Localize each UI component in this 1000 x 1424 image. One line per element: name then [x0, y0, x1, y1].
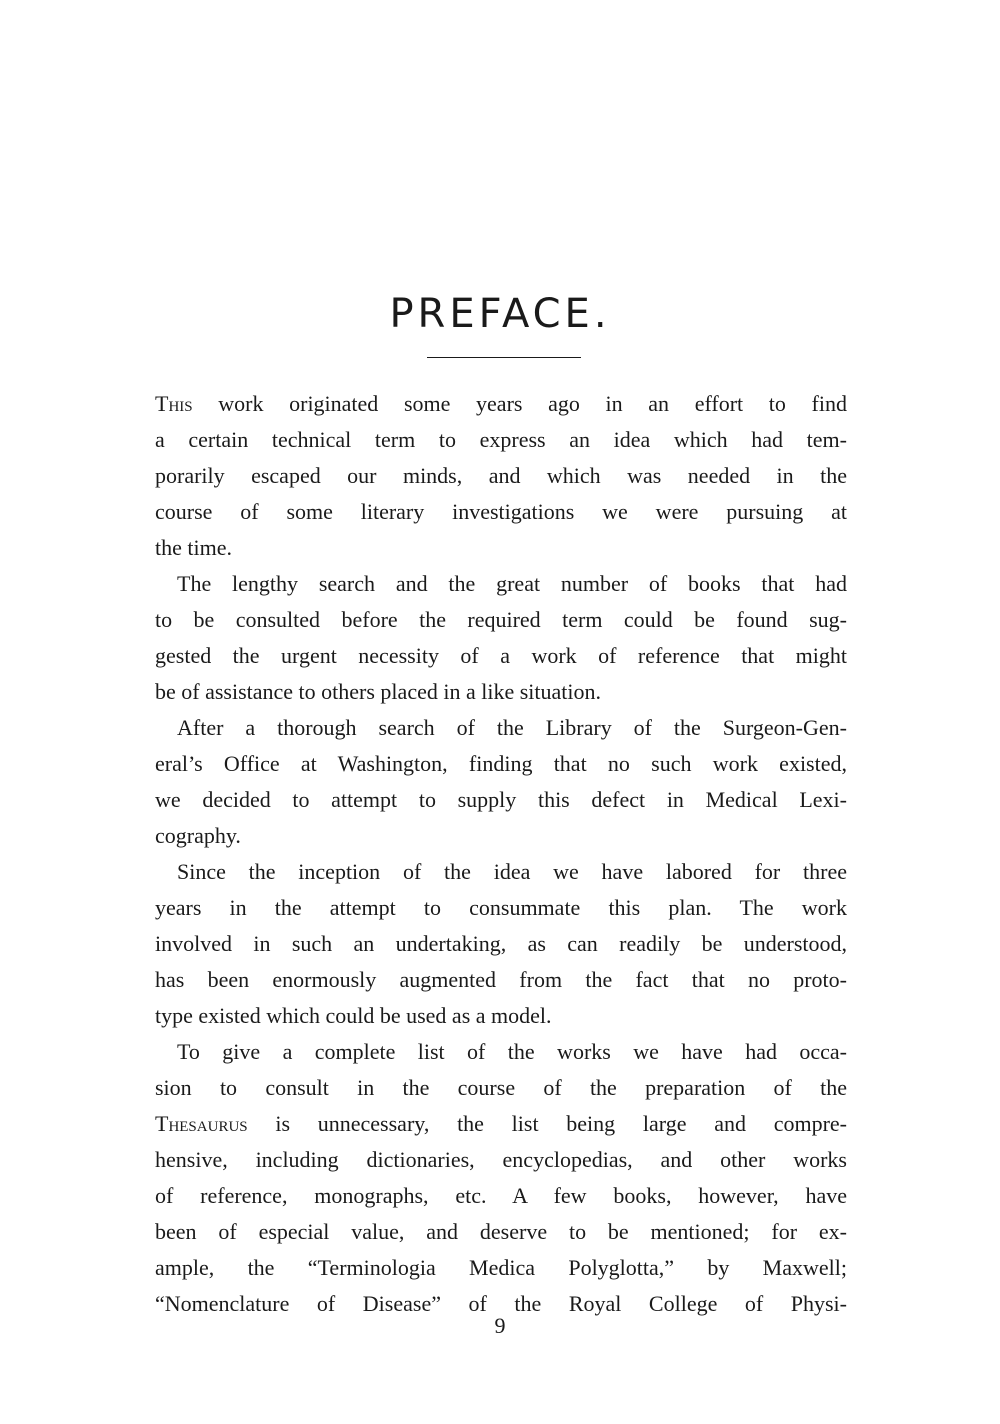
- text-line: The lengthy search and the great number of books that had: [177, 571, 847, 596]
- small-caps-word: Thesaurus: [155, 1111, 248, 1136]
- text-line: to be consulted before the required term could be found sug-: [155, 607, 847, 632]
- title-divider: [427, 357, 581, 358]
- text-line: “Nomenclature of Disease” of the Royal College of Physi-: [155, 1291, 847, 1316]
- text-line: been of especial value, and deserve to be mentioned; for ex-: [155, 1219, 847, 1244]
- text-line: This work originated some years ago in an effort to find: [155, 391, 847, 416]
- text-line: Since the inception of the idea we have labored for three: [177, 859, 847, 884]
- text-line: involved in such an undertaking, as can readily be understood,: [155, 931, 847, 956]
- text-line: we decided to attempt to supply this defect in Medical Lexi-: [155, 787, 847, 812]
- text-line: gested the urgent necessity of a work of reference that might: [155, 643, 847, 668]
- text-line: be of assistance to others placed in a like situation.: [155, 679, 601, 704]
- text-line: cography.: [155, 823, 241, 848]
- text-line: the time.: [155, 535, 232, 560]
- text-line: years in the attempt to consummate this plan. The work: [155, 895, 847, 920]
- text-line: ample, the “Terminologia Medica Polyglotta,” by Maxwell;: [155, 1255, 847, 1280]
- text-line: eral’s Office at Washington, finding that no such work existed,: [155, 751, 847, 776]
- text-line: type existed which could be used as a model.: [155, 1003, 552, 1028]
- text-line: has been enormously augmented from the fact that no proto-: [155, 967, 847, 992]
- text-line: hensive, including dictionaries, encyclopedias, and other works: [155, 1147, 847, 1172]
- text-line: course of some literary investigations we were pursuing at: [155, 499, 847, 524]
- small-caps-word: This: [155, 391, 193, 416]
- text-line: To give a complete list of the works we have had occa-: [177, 1039, 847, 1064]
- text-line: sion to consult in the course of the preparation of the: [155, 1075, 847, 1100]
- text-line: a certain technical term to express an idea which had tem-: [155, 427, 847, 452]
- text-line: After a thorough search of the Library of the Surgeon-Gen-: [177, 715, 847, 740]
- text-line: Thesaurus is unnecessary, the list being large and compre-: [155, 1111, 847, 1136]
- text-line: porarily escaped our minds, and which was needed in the: [155, 463, 847, 488]
- preface-body: [155, 386, 847, 1322]
- text-line: of reference, monographs, etc. A few books, however, have: [155, 1183, 847, 1208]
- page-number: 9: [494, 1313, 506, 1338]
- page-title: PREFACE.: [389, 291, 611, 337]
